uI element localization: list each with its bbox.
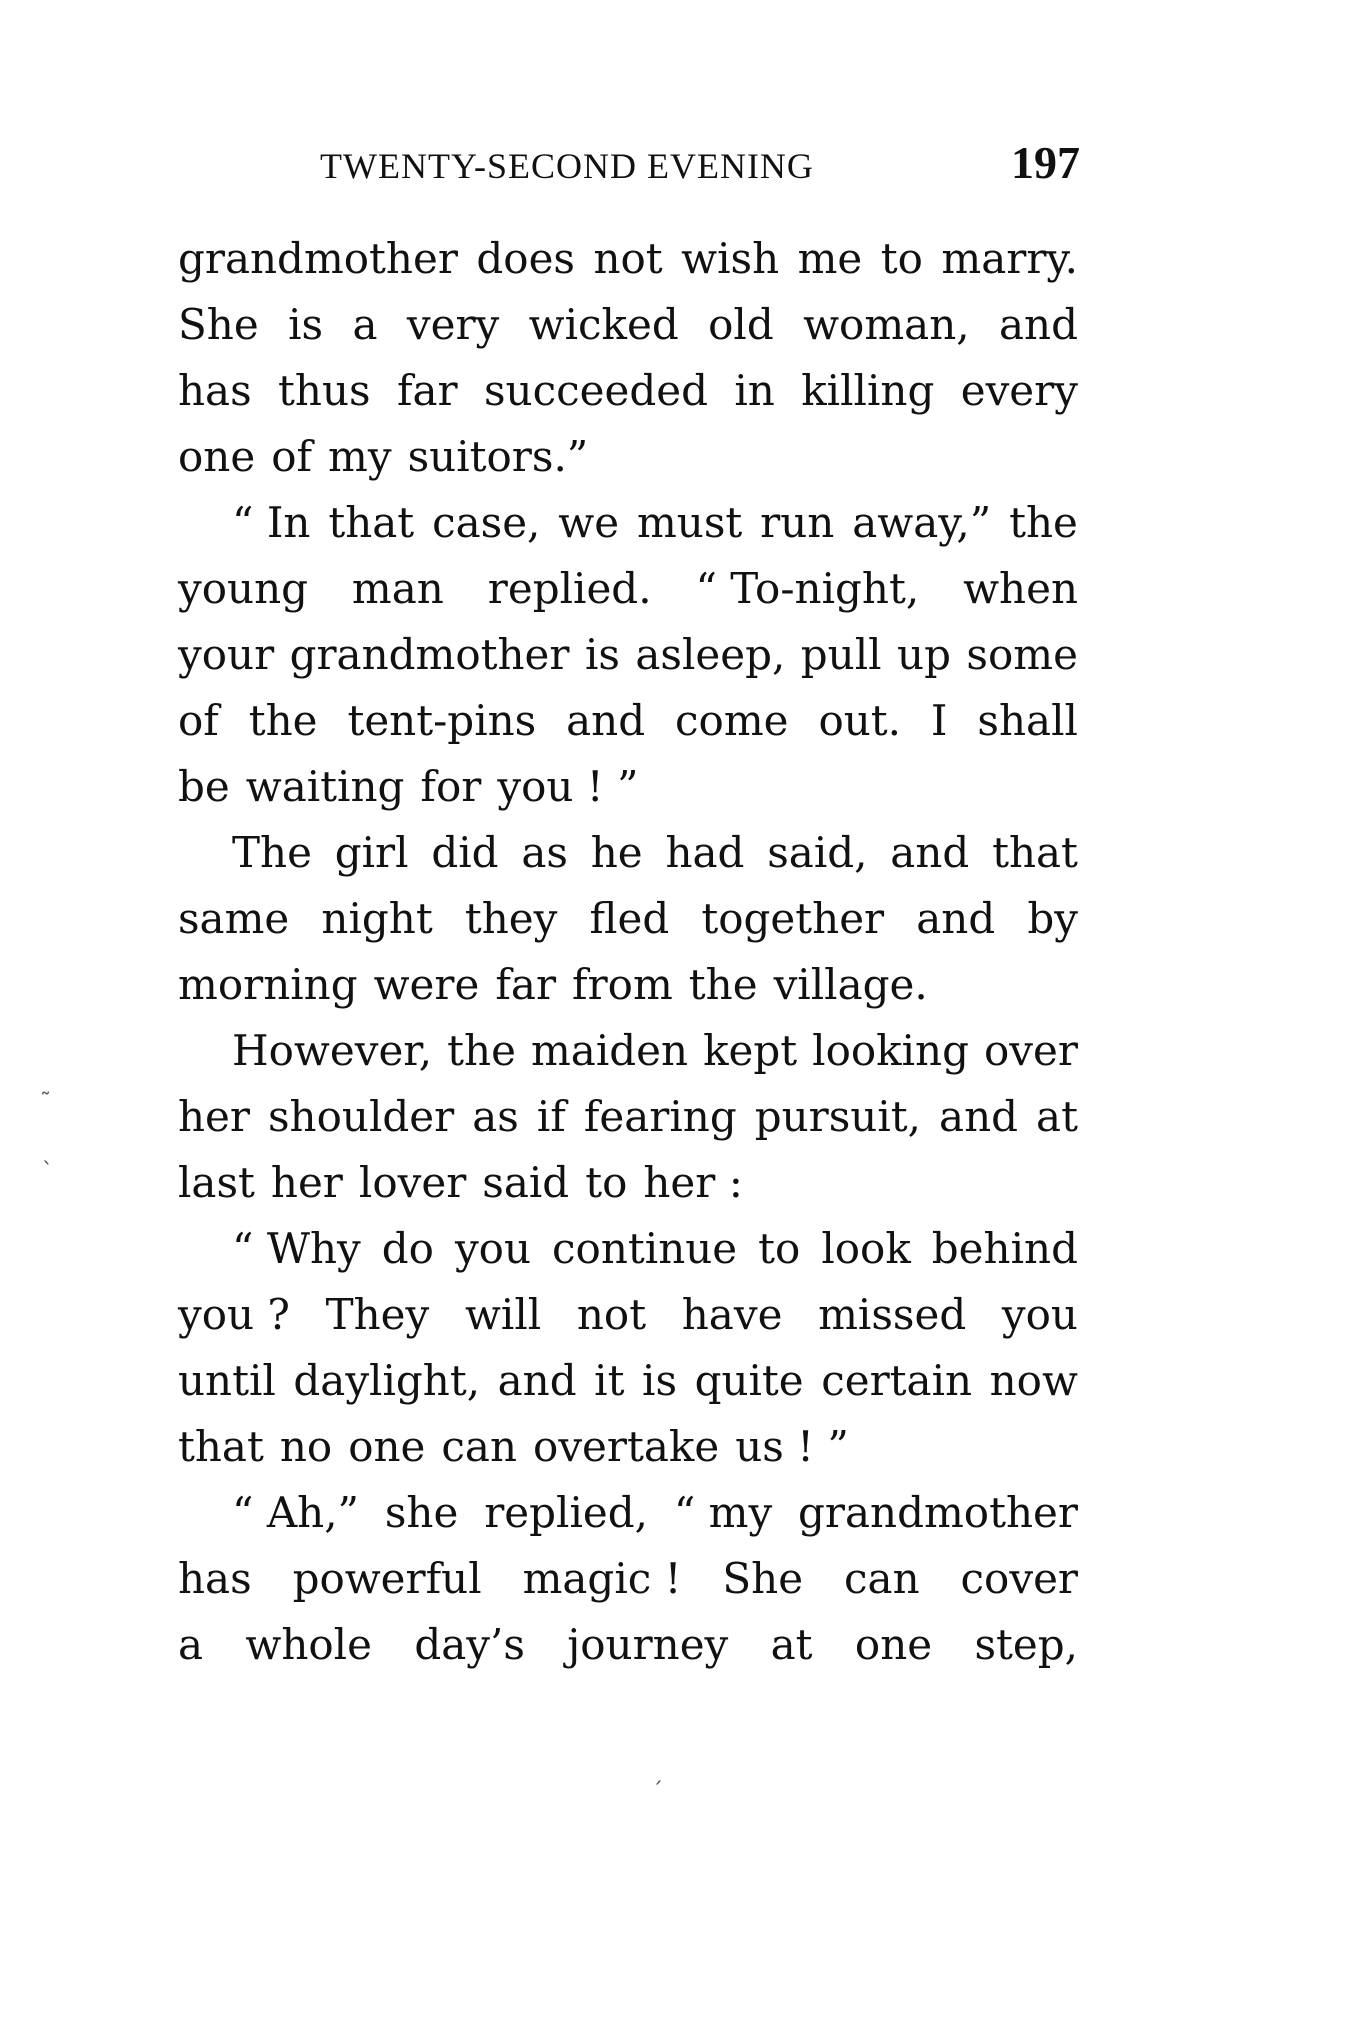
word: from — [572, 960, 673, 1009]
word: until — [178, 1356, 276, 1405]
word: journey — [567, 1620, 729, 1669]
word: missed — [818, 1290, 967, 1339]
word: and — [916, 894, 996, 943]
word: looking — [812, 1026, 969, 1075]
text-line — [178, 1480, 1078, 1546]
text-line — [178, 1216, 1078, 1282]
word: out. — [818, 696, 902, 745]
scan-mark: ˎ — [42, 1140, 53, 1165]
word: by — [1027, 894, 1078, 943]
word: young — [178, 564, 308, 613]
word: together — [701, 894, 885, 943]
word: “ To-night, — [695, 564, 920, 613]
word: as — [472, 1092, 519, 1141]
word: same — [178, 894, 290, 943]
word: at — [1036, 1092, 1078, 1141]
word: certain — [821, 1356, 973, 1405]
word: I — [930, 696, 948, 745]
word: and — [566, 696, 646, 745]
word: has — [178, 1554, 252, 1603]
text-line — [178, 358, 1078, 424]
word: said, — [767, 828, 868, 877]
word: The — [232, 828, 312, 877]
text-line — [178, 1612, 1078, 1678]
word: girl — [334, 828, 409, 877]
word: some — [966, 630, 1078, 679]
word: She — [722, 1554, 804, 1603]
word: wish — [681, 234, 780, 283]
text-line — [178, 952, 1078, 1018]
word: last — [178, 1158, 255, 1207]
word: wicked — [528, 300, 679, 349]
text-line — [178, 1150, 1078, 1216]
text-line — [178, 226, 1078, 292]
word: has — [178, 366, 252, 415]
word: is — [584, 630, 620, 679]
word: whole — [245, 1620, 372, 1669]
word: up — [897, 630, 951, 679]
word: as — [521, 828, 568, 877]
text-line — [178, 688, 1078, 754]
running-header — [320, 137, 1080, 200]
word: asleep, — [635, 630, 786, 679]
word: had — [665, 828, 745, 877]
word: us ! ” — [735, 1422, 849, 1471]
word: pull — [800, 630, 882, 679]
word: shoulder — [268, 1092, 455, 1141]
word: be — [178, 762, 230, 811]
word: shall — [977, 696, 1078, 745]
word: you ! ” — [497, 762, 639, 811]
word: suitors.” — [407, 432, 589, 481]
text-line — [178, 490, 1078, 556]
word: look — [821, 1224, 911, 1273]
word: morning — [178, 960, 358, 1009]
text-line — [178, 1348, 1078, 1414]
word: grandmother — [798, 1488, 1078, 1537]
word: one — [178, 432, 256, 481]
word: can — [441, 1422, 518, 1471]
word: of — [178, 696, 219, 745]
word: to — [585, 1158, 628, 1207]
word: you ? — [178, 1290, 290, 1339]
word: is — [288, 300, 324, 349]
word: have — [681, 1290, 783, 1339]
word: far — [396, 366, 458, 415]
word: the — [248, 696, 318, 745]
scan-mark: ˜ — [40, 1090, 51, 1115]
text-line — [178, 1084, 1078, 1150]
text-line — [178, 1018, 1078, 1084]
word: succeeded — [483, 366, 708, 415]
word: powerful — [292, 1554, 482, 1603]
word: were — [373, 960, 480, 1009]
word: do — [381, 1224, 434, 1273]
word: case, — [432, 498, 541, 547]
word: and — [939, 1092, 1019, 1141]
word: continue — [552, 1224, 738, 1273]
word: old — [708, 300, 774, 349]
word: of — [271, 432, 313, 481]
word: for — [420, 762, 482, 811]
text-line — [178, 556, 1078, 622]
word: very — [406, 300, 500, 349]
word: over — [984, 1026, 1078, 1075]
word: magic ! — [522, 1554, 682, 1603]
word: not — [593, 234, 663, 283]
word: her — [178, 1092, 250, 1141]
word: that — [328, 498, 415, 547]
text-line — [178, 820, 1078, 886]
word: will — [464, 1290, 542, 1339]
word: to — [758, 1224, 801, 1273]
word: her — [270, 1158, 343, 1207]
word: She — [178, 300, 259, 349]
word: every — [960, 366, 1078, 415]
word: night — [321, 894, 433, 943]
word: tent-pins — [347, 696, 537, 745]
word: is — [642, 1356, 678, 1405]
word: does — [476, 234, 575, 283]
word: her : — [643, 1158, 743, 1207]
text-line — [178, 886, 1078, 952]
word: the — [447, 1026, 516, 1075]
word: day’s — [414, 1620, 525, 1669]
word: thus — [278, 366, 371, 415]
word: man — [351, 564, 444, 613]
word: quite — [694, 1356, 804, 1405]
word: now — [989, 1356, 1078, 1405]
word: fled — [589, 894, 670, 943]
word: a — [178, 1620, 204, 1669]
word: not — [576, 1290, 647, 1339]
word: step, — [974, 1620, 1078, 1669]
word: “ In — [232, 498, 311, 547]
word: overtake — [533, 1422, 720, 1471]
word: However, — [232, 1026, 433, 1075]
word: killing — [801, 366, 935, 415]
word: one — [348, 1422, 426, 1471]
word: grandmother — [178, 234, 458, 283]
word: “ Ah,” — [232, 1488, 360, 1537]
word: behind — [931, 1224, 1078, 1273]
word: come — [675, 696, 789, 745]
text-line — [178, 424, 1078, 490]
word: in — [734, 366, 775, 415]
word: one — [854, 1620, 933, 1669]
text-line — [178, 1282, 1078, 1348]
word: at — [770, 1620, 813, 1669]
text-line — [178, 292, 1078, 358]
word: replied, — [484, 1488, 648, 1537]
word: no — [279, 1422, 333, 1471]
word: “ my — [673, 1488, 773, 1537]
word: said — [482, 1158, 570, 1207]
word: they — [464, 894, 558, 943]
word: you — [1001, 1290, 1078, 1339]
word: must — [636, 498, 743, 547]
word: and — [890, 828, 970, 877]
word: waiting — [245, 762, 405, 811]
word: did — [431, 828, 499, 877]
word: far — [495, 960, 557, 1009]
word: the — [1009, 498, 1078, 547]
text-line — [178, 754, 1078, 820]
word: lover — [358, 1158, 467, 1207]
word: a — [352, 300, 378, 349]
word: marry. — [941, 234, 1078, 283]
word: daylight, — [293, 1356, 481, 1405]
word: to — [880, 234, 923, 283]
word: he — [590, 828, 643, 877]
word: pursuit, — [754, 1092, 922, 1141]
word: grandmother — [289, 630, 570, 679]
text-line — [178, 1546, 1078, 1612]
word: cover — [960, 1554, 1078, 1603]
word: and — [497, 1356, 577, 1405]
word: that — [992, 828, 1078, 877]
word: if — [536, 1092, 566, 1141]
word: and — [998, 300, 1078, 349]
word: that — [178, 1422, 264, 1471]
word: my — [328, 432, 392, 481]
word: away,” — [852, 498, 992, 547]
word: can — [844, 1554, 920, 1603]
text-line — [178, 1414, 1078, 1480]
word: me — [797, 234, 863, 283]
word: “ Why — [232, 1224, 361, 1273]
word: your — [178, 630, 275, 679]
word: replied. — [487, 564, 652, 613]
running-title: TWENTY-SECOND EVENING — [320, 146, 814, 186]
word: fearing — [583, 1092, 737, 1141]
word: run — [760, 498, 835, 547]
text-line — [178, 622, 1078, 688]
word: it — [594, 1356, 625, 1405]
word: kept — [703, 1026, 798, 1075]
word: woman, — [803, 300, 970, 349]
page-number: 197 — [1011, 137, 1080, 188]
body-text — [178, 226, 1078, 1678]
word: we — [558, 498, 620, 547]
word: she — [384, 1488, 459, 1537]
word: you — [454, 1224, 532, 1273]
word: They — [325, 1290, 430, 1339]
word: maiden — [530, 1026, 689, 1075]
word: village. — [773, 960, 928, 1009]
word: when — [963, 564, 1078, 613]
scan-mark: ˏ — [652, 1760, 663, 1785]
word: the — [688, 960, 758, 1009]
